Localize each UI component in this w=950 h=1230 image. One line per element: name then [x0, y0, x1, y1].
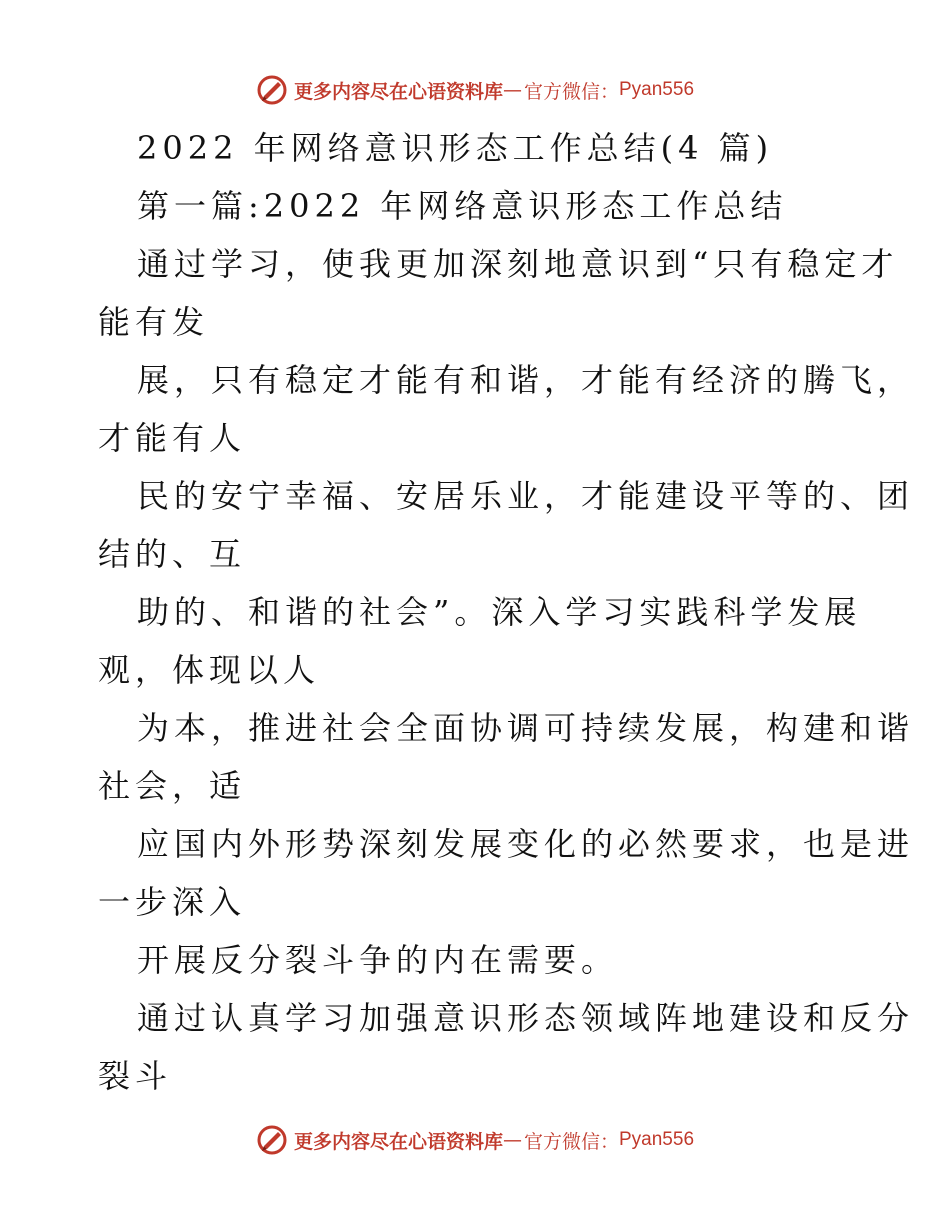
paragraph-line: 裂斗	[98, 1057, 173, 1095]
paragraph-line: 才能有人	[98, 419, 247, 457]
pen-logo-icon	[256, 1124, 288, 1156]
paragraph-line: 通过认真学习加强意识形态领域阵地建设和反分	[137, 999, 915, 1037]
paragraph-line: 社会，适	[98, 767, 247, 805]
paragraph-line: 结的、互	[98, 535, 247, 573]
header-wechat-label: 官方微信：	[523, 80, 619, 103]
paragraph-line: 助的、和谐的社会”。深入学习实践科学发展	[137, 593, 862, 631]
paragraph-line: 应国内外形势深刻发展变化的必然要求，也是进	[137, 825, 915, 863]
footer-wechat-id: Pyan556	[619, 1129, 695, 1150]
paragraph-line: 观，体现以人	[98, 651, 321, 689]
footer-brand-text: 更多内容尽在心语资料库	[293, 1130, 503, 1153]
paragraph-line: 开展反分裂斗争的内在需要。	[137, 941, 619, 979]
section-heading: 第一篇:2022 年网络意识形态工作总结	[137, 187, 788, 225]
paragraph-line: 展，只有稳定才能有和谐，才能有经济的腾飞，	[137, 361, 915, 399]
paragraph-line: 一步深入	[98, 883, 247, 921]
header-brand-text: 更多内容尽在心语资料库	[293, 80, 503, 103]
doc-title: 2022 年网络意识形态工作总结(4 篇)	[137, 129, 774, 167]
paragraph-line: 民的安宁幸福、安居乐业，才能建设平等的、团	[137, 477, 915, 515]
paragraph-line: 通过学习，使我更加深刻地意识到“只有稳定才	[137, 245, 899, 283]
paragraph-line: 为本，推进社会全面协调可持续发展，构建和谐	[137, 709, 915, 747]
header-wechat-id: Pyan556	[619, 79, 695, 100]
header-separator: —	[502, 79, 522, 101]
footer-separator: —	[502, 1129, 522, 1151]
paragraph-line: 能有发	[98, 303, 210, 341]
footer-wechat-label: 官方微信：	[523, 1130, 619, 1153]
footer-banner	[0, 1120, 950, 1160]
